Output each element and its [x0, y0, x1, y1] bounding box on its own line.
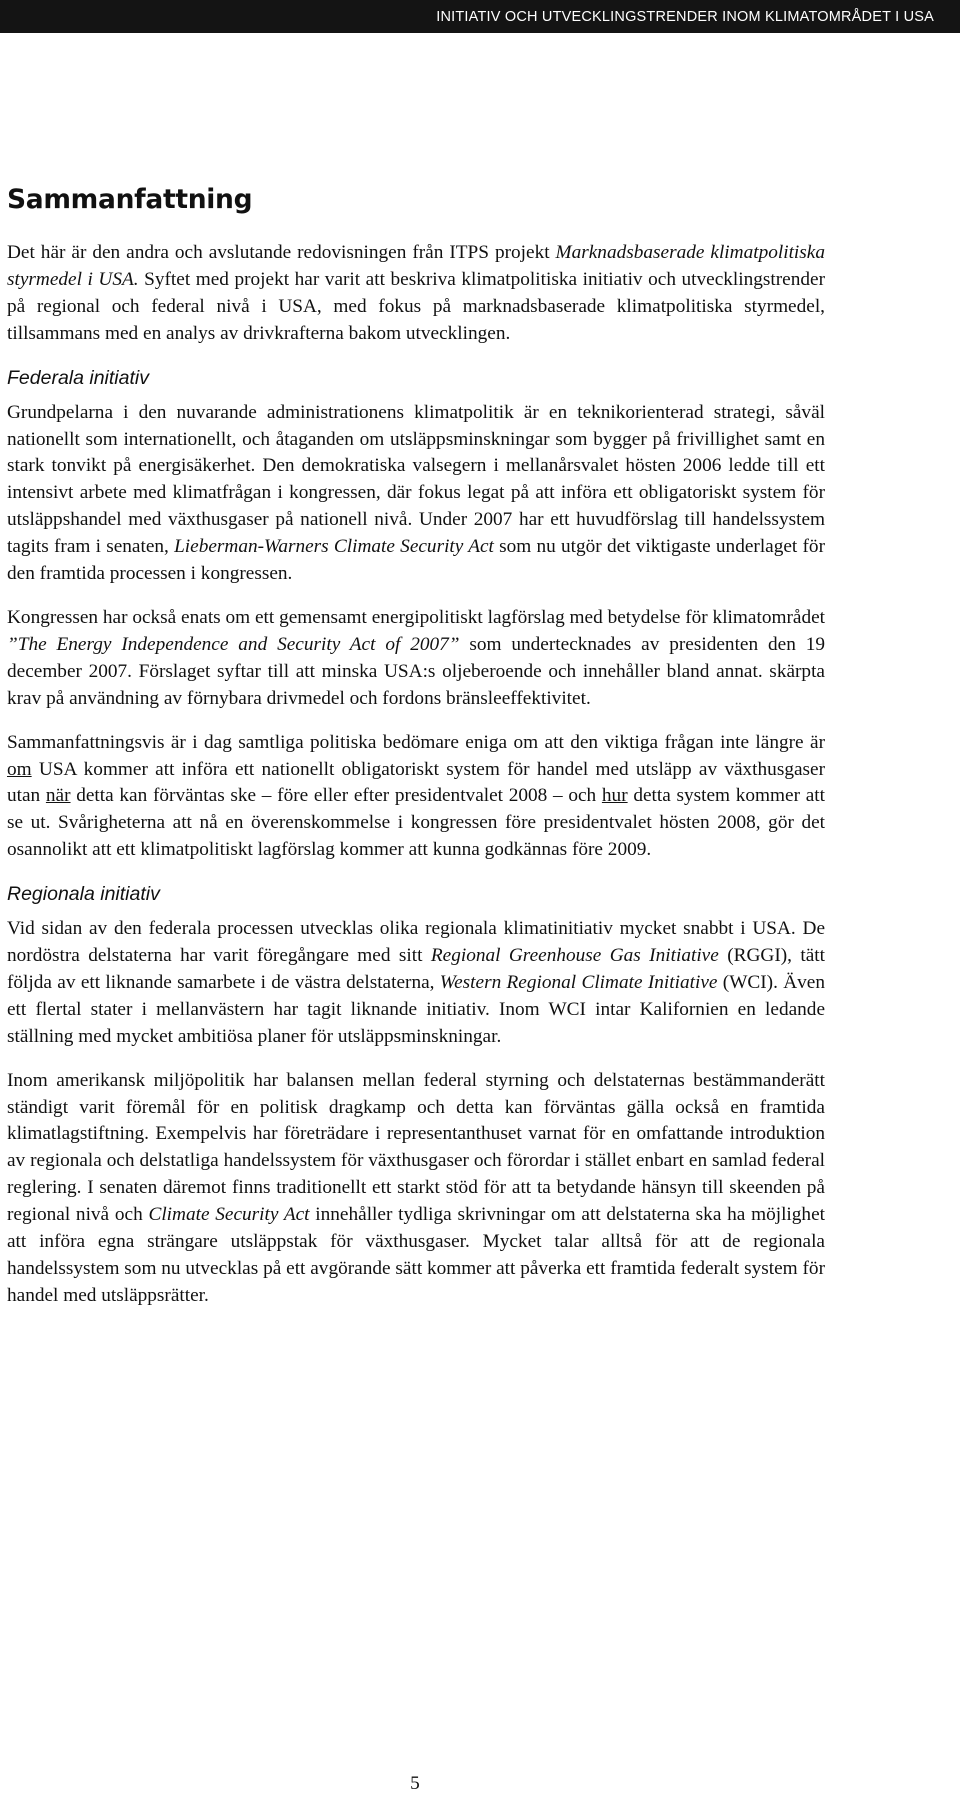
regional-paragraph-1	[7, 916, 825, 1051]
text-run: Grundpelarna i den nuvarande administrationens klimatpolitik är en teknikorienterad strategi, såväl nationellt som internationellt, och åtaganden om utsläppsminskningar som bygger på frivillighet samt en stark tonvikt på energisäkerhet. Den demokratiska valsegern i mellanårsvalet hösten 2006 ledde till ett intensivt arbete med klimatfrågan i kongressen, där fokus legat på att införa ett obligatoriskt system för utsläppshandel med växthusgaser på nationell nivå. Under 2007 har ett huvudförslag till handelssystem tagits fram i senaten,	[7, 401, 825, 558]
text-run: detta kan förväntas ske – före eller efter presidentvalet 2008 – och	[70, 785, 602, 807]
text-run: Inom amerikansk miljöpolitik har balansen mellan federal styrning och delstaternas bestämmanderätt ständigt varit föremål för en politisk dragkamp och detta kan förväntas gälla också en framtida klimatlagstiftning. Exempelvis har företrädare i representanthuset varnat för en omfattande introduktion av regionala och delstatliga handelssystem för växthusgaser och förordar i stället enbart en samlad federal reglering. I senaten däremot finns traditionellt ett starkt stöd för att ta betydande hänsyn till skeenden på regional nivå och	[7, 1069, 825, 1226]
text-run: detta system kommer att se ut. Svårigheterna att nå en överenskommelse i kongressen före presidentvalet hösten 2008, gör det osannolikt att ett klimatpolitiskt lagförslag kommer att kunna godkännas före 2009.	[7, 785, 825, 861]
federal-paragraph-2	[7, 605, 825, 713]
intro-paragraph	[7, 240, 825, 348]
regional-heading: Regionala initiativ	[7, 883, 160, 906]
underlined-word: om	[7, 758, 32, 780]
text-run: Kongressen har också enats om ett gemensamt energipolitiskt lagförslag med betydelse för klimatområdet	[7, 606, 825, 628]
text-run: Sammanfattningsvis är i dag samtliga politiska bedömare eniga om att den viktiga frågan inte längre är	[7, 731, 825, 753]
text-run: innehåller tydliga skrivningar om att delstaterna ska ha möjlighet att införa egna strängare utsläppstak för växthusgaser. Mycket talar alltså för att de regionala handelssystem som nu utvecklas på ett avgörande sätt kommer att påverka ett framtida federalt system för handel med utsläppsrätter.	[7, 1204, 825, 1306]
page-number: 5	[410, 1773, 420, 1794]
federal-paragraph-1	[7, 400, 825, 588]
text-run: USA kommer att införa ett nationellt obligatoriskt system för handel med utsläpp av växthusgaser utan	[7, 758, 825, 807]
act-title: ”The Energy Independence and Security Act of 2007”	[7, 633, 460, 655]
initiative-name: Western Regional Climate Initiative	[439, 971, 718, 993]
running-header-title: INITIATIV OCH UTVECKLINGSTRENDER INOM KLIMATOMRÅDET I USA	[436, 8, 934, 25]
act-title: Lieberman-Warners Climate Security Act	[174, 536, 494, 558]
text-run: som nu utgör det viktigaste underlaget för den framtida processen i kongressen.	[7, 536, 825, 585]
federal-heading: Federala initiativ	[7, 366, 149, 389]
underlined-word: hur	[601, 785, 628, 807]
underlined-word: när	[45, 785, 71, 807]
text-run: (WCI). Även ett flertal stater i mellanvästern har tagit liknande initiativ. Inom WCI intar Kalifornien en ledande ställning med mycket ambitiösa planer för utsläppsminskningar.	[7, 971, 825, 1047]
running-header	[0, 0, 960, 33]
project-title: Marknadsbaserade klimatpolitiska styrmedel i USA.	[7, 242, 825, 290]
federal-paragraph-3	[7, 730, 825, 865]
initiative-name: Regional Greenhouse Gas Initiative	[430, 945, 719, 967]
act-title: Climate Security Act	[148, 1204, 310, 1226]
text-run: Syftet med projekt har varit att beskriva klimatpolitiska initiativ och utvecklingstrender på regional och federal nivå i USA, med fokus på marknadsbaserade klimatpolitiska styrmedel, tillsammans med en analys av drivkrafterna bakom utvecklingen.	[7, 268, 825, 344]
regional-paragraph-2	[7, 1068, 825, 1310]
text-run: som undertecknades av presidenten den 19 december 2007. Förslaget syftar till att minska USA:s oljeberoende och innehåller bland annat. skärpta krav på användning av förnybara drivmedel och fordons bränsleeffektivitet.	[7, 633, 825, 709]
text-run: (RGGI), tätt följda av ett liknande samarbete i de västra delstaterna,	[7, 945, 826, 993]
page-body	[7, 184, 825, 1327]
text-run: Det här är den andra och avslutande redovisningen från ITPS projekt	[7, 242, 556, 263]
text-run: Vid sidan av den federala processen utvecklas olika regionala klimatinitiativ mycket snabbt i USA. De nordöstra delstaterna har varit föregångare med sitt	[7, 918, 825, 967]
section-title: Sammanfattning	[7, 184, 253, 215]
